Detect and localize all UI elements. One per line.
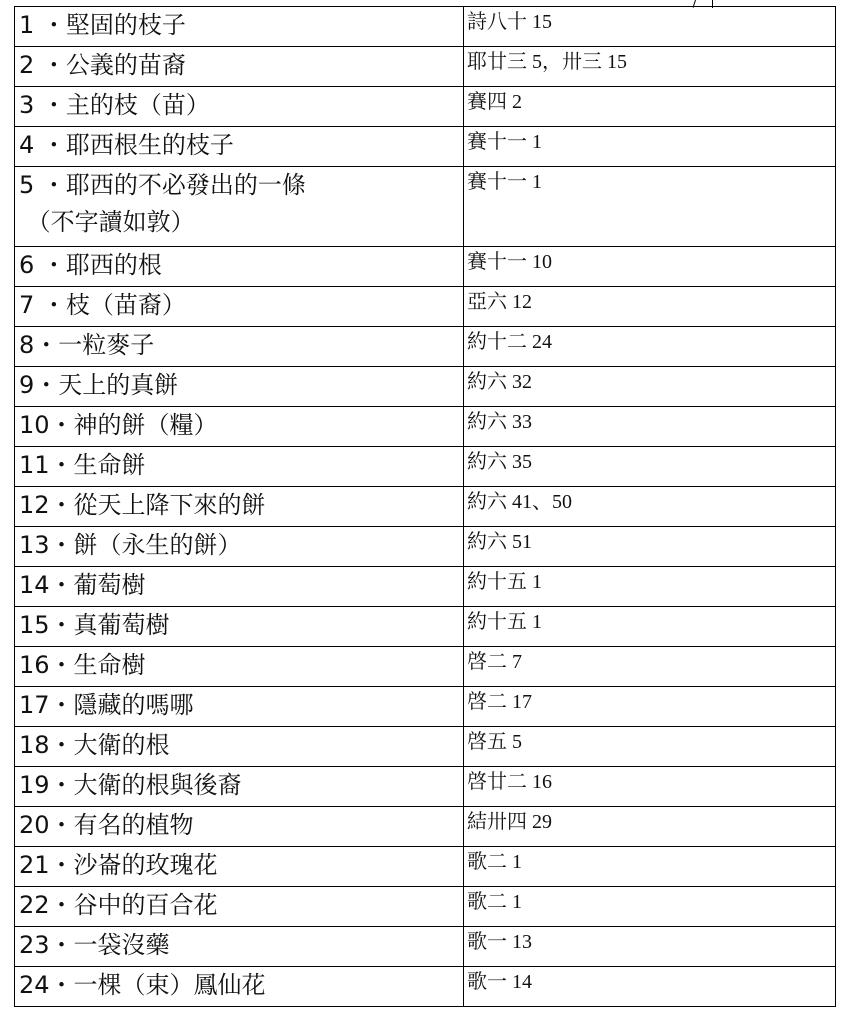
- title-cell: 6 ・耶西的根: [15, 247, 464, 287]
- reference-cell: 約六 41、50: [464, 487, 836, 527]
- title-cell: 3 ・主的枝（苗）: [15, 87, 464, 127]
- title-cell: 8・一粒麥子: [15, 327, 464, 367]
- reference-cell: 啓二 17: [464, 687, 836, 727]
- table-row: [15, 167, 836, 247]
- title-cell: 17・隱藏的嗎哪: [15, 687, 464, 727]
- table-row: [15, 767, 836, 807]
- reference-cell: 亞六 12: [464, 287, 836, 327]
- table-row: [15, 687, 836, 727]
- table-row: [15, 87, 836, 127]
- reference-cell: 歌一 13: [464, 927, 836, 967]
- table-row: [15, 927, 836, 967]
- reference-cell: 約六 32: [464, 367, 836, 407]
- table-row: [15, 367, 836, 407]
- title-cell: 5 ・耶西的不必發出的一條 （不字讀如敦）: [15, 167, 464, 247]
- reference-cell: 約六 51: [464, 527, 836, 567]
- table-row: [15, 847, 836, 887]
- reference-cell: 賽十一 10: [464, 247, 836, 287]
- reference-cell: 賽十一 1: [464, 127, 836, 167]
- title-cell: 11・生命餅: [15, 447, 464, 487]
- reference-cell: 約十五 1: [464, 607, 836, 647]
- table-body: [15, 7, 836, 1007]
- reference-cell: 賽四 2: [464, 87, 836, 127]
- table-row: [15, 567, 836, 607]
- reference-cell: 耶廿三 5，卅三 15: [464, 47, 836, 87]
- title-cell: 12・從天上降下來的餅: [15, 487, 464, 527]
- reference-cell: 約六 35: [464, 447, 836, 487]
- reference-cell: 約六 33: [464, 407, 836, 447]
- table-row: [15, 887, 836, 927]
- title-cell: 22・谷中的百合花: [15, 887, 464, 927]
- table-row: [15, 727, 836, 767]
- title-cell: 15・真葡萄樹: [15, 607, 464, 647]
- title-cell: 4 ・耶西根生的枝子: [15, 127, 464, 167]
- title-cell: 2 ・公義的苗裔: [15, 47, 464, 87]
- table-row: [15, 967, 836, 1007]
- table-row: [15, 487, 836, 527]
- table-row: [15, 447, 836, 487]
- table-row: [15, 327, 836, 367]
- reference-cell: 啓二 7: [464, 647, 836, 687]
- reference-cell: 結卅四 29: [464, 807, 836, 847]
- table-row: [15, 647, 836, 687]
- reference-cell: 詩八十 15: [464, 7, 836, 47]
- table-row: [15, 607, 836, 647]
- title-cell: 20・有名的植物: [15, 807, 464, 847]
- title-cell: 21・沙崙的玫瑰花: [15, 847, 464, 887]
- table-row: [15, 47, 836, 87]
- reference-cell: 賽十一 1: [464, 167, 836, 247]
- title-cell: 1 ・堅固的枝子: [15, 7, 464, 47]
- reference-cell: 啓廿二 16: [464, 767, 836, 807]
- title-cell: 7 ・枝（苗裔）: [15, 287, 464, 327]
- title-cell: 14・葡萄樹: [15, 567, 464, 607]
- title-cell: 16・生命樹: [15, 647, 464, 687]
- table-row: [15, 287, 836, 327]
- title-cell: 24・一棵（束）鳳仙花: [15, 967, 464, 1007]
- title-cell: 9・天上的真餅: [15, 367, 464, 407]
- title-reference-table: [14, 6, 836, 1007]
- reference-cell: 歌一 14: [464, 967, 836, 1007]
- title-cell: 10・神的餅（糧）: [15, 407, 464, 447]
- reference-cell: 歌二 1: [464, 847, 836, 887]
- reference-cell: 歌二 1: [464, 887, 836, 927]
- title-cell: 19・大衛的根與後裔: [15, 767, 464, 807]
- title-cell: 18・大衛的根: [15, 727, 464, 767]
- reference-cell: 約十二 24: [464, 327, 836, 367]
- table-row: [15, 807, 836, 847]
- table-row: [15, 247, 836, 287]
- title-cell: 13・餅（永生的餅）: [15, 527, 464, 567]
- reference-cell: 啓五 5: [464, 727, 836, 767]
- table-row: [15, 527, 836, 567]
- table-row: [15, 7, 836, 47]
- table-row: [15, 127, 836, 167]
- title-cell: 23・一袋沒藥: [15, 927, 464, 967]
- reference-cell: 約十五 1: [464, 567, 836, 607]
- table-row: [15, 407, 836, 447]
